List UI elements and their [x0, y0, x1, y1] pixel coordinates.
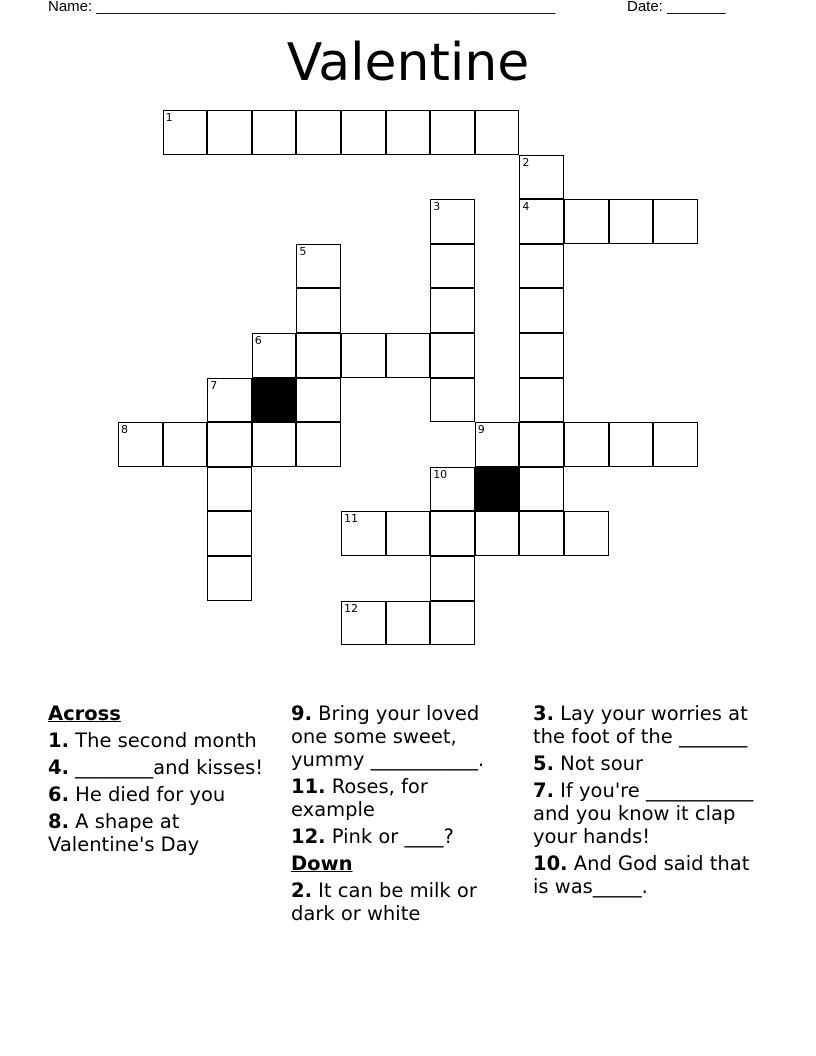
clue-number: 10 — [433, 467, 448, 481]
clue-item-text: Bring your loved one some sweet, yummy ___________. — [291, 702, 485, 771]
grid-cell[interactable] — [341, 110, 386, 155]
clue-item-text: It can be milk or dark or white — [291, 879, 477, 925]
clues-column-1 — [48, 702, 273, 860]
grid-cell[interactable] — [519, 288, 564, 333]
grid-cell[interactable] — [519, 199, 564, 244]
clue-item-text: A shape at Valentine's Day — [48, 810, 200, 856]
grid-cell[interactable] — [519, 511, 564, 556]
clue-item — [533, 752, 758, 775]
clue-item — [533, 852, 758, 898]
grid-cell[interactable] — [386, 511, 431, 556]
clues-column-2 — [291, 702, 516, 929]
clue-item-number: 9. — [291, 702, 312, 725]
grid-cell[interactable] — [519, 467, 564, 512]
grid-cell[interactable] — [519, 155, 564, 200]
grid-cell[interactable] — [207, 110, 252, 155]
clue-item — [291, 879, 516, 925]
grid-cell[interactable] — [609, 422, 654, 467]
grid-cell[interactable] — [475, 110, 520, 155]
grid-cell[interactable] — [430, 199, 475, 244]
grid-cell[interactable] — [653, 422, 698, 467]
grid-cell[interactable] — [207, 556, 252, 601]
grid-cell[interactable] — [296, 422, 341, 467]
grid-cell[interactable] — [296, 378, 341, 423]
grid-cell[interactable] — [519, 244, 564, 289]
clue-item-number: 8. — [48, 810, 69, 833]
clue-item-number: 4. — [48, 756, 69, 779]
grid-block-cell — [252, 378, 297, 423]
clue-item — [291, 825, 516, 848]
grid-cell[interactable] — [430, 378, 475, 423]
grid-cell[interactable] — [430, 110, 475, 155]
clue-number: 9 — [477, 423, 485, 437]
clue-item-text: The second month — [68, 729, 257, 752]
clue-item-number: 1. — [48, 729, 69, 752]
grid-cell[interactable] — [475, 422, 520, 467]
clue-item — [48, 810, 273, 856]
grid-cell[interactable] — [296, 110, 341, 155]
clue-item — [291, 775, 516, 821]
clue-number: 4 — [522, 200, 530, 214]
grid-cell[interactable] — [341, 333, 386, 378]
clue-number: 3 — [433, 200, 441, 214]
clue-item-number: 7. — [533, 779, 554, 802]
clue-item — [533, 779, 758, 848]
clue-item-text: Lay your worries at the foot of the _______ — [533, 702, 748, 748]
grid-cell[interactable] — [430, 601, 475, 646]
grid-cell[interactable] — [386, 333, 431, 378]
clue-item — [48, 729, 273, 752]
clue-item-text: Pink or ____? — [325, 825, 454, 848]
date-field-label: Date: _______ — [627, 0, 726, 15]
clue-item-number: 3. — [533, 702, 554, 725]
name-field-label: Name: _______________________________________________________ — [48, 0, 556, 15]
clue-item — [533, 702, 758, 748]
grid-cell[interactable] — [163, 422, 208, 467]
clue-item-text: And God said that is was_____. — [533, 852, 750, 898]
clue-item-text: ________and kisses! — [68, 756, 264, 779]
clue-number: 7 — [210, 378, 218, 392]
grid-cell[interactable] — [207, 422, 252, 467]
clue-number: 11 — [344, 512, 358, 526]
grid-cell[interactable] — [296, 333, 341, 378]
clue-item-text: Roses, for example — [291, 775, 428, 821]
clue-item-number: 10. — [533, 852, 568, 875]
clue-number: 6 — [254, 334, 262, 347]
grid-cell[interactable] — [296, 244, 341, 289]
grid-cell[interactable] — [163, 110, 208, 155]
grid-cell[interactable] — [430, 467, 475, 512]
clue-item-number: 6. — [48, 783, 69, 806]
clue-number: 12 — [344, 601, 358, 615]
grid-cell[interactable] — [519, 378, 564, 423]
grid-cell[interactable] — [341, 511, 386, 556]
grid-cell[interactable] — [475, 511, 520, 556]
clues-column-3 — [533, 702, 758, 902]
clue-number: 8 — [121, 423, 128, 437]
grid-cell[interactable] — [564, 422, 609, 467]
grid-cell[interactable] — [118, 422, 163, 467]
grid-cell[interactable] — [430, 511, 475, 556]
grid-cell[interactable] — [430, 333, 475, 378]
clue-item-text: Not sour — [553, 752, 644, 775]
grid-cell[interactable] — [609, 199, 654, 244]
clue-number: 1 — [165, 111, 173, 124]
down-heading: Down — [291, 852, 353, 875]
grid-cell[interactable] — [296, 288, 341, 333]
grid-cell[interactable] — [341, 601, 386, 646]
grid-cell[interactable] — [653, 199, 698, 244]
grid-cell[interactable] — [252, 110, 297, 155]
clue-item-number: 2. — [291, 879, 312, 902]
grid-cell[interactable] — [386, 601, 431, 646]
clue-number: 5 — [299, 244, 307, 258]
grid-cell[interactable] — [207, 467, 252, 512]
grid-cell[interactable] — [430, 556, 475, 601]
across-heading: Across — [48, 702, 121, 725]
grid-cell[interactable] — [207, 511, 252, 556]
grid-cell[interactable] — [519, 422, 564, 467]
clue-number: 2 — [522, 155, 530, 169]
grid-cell[interactable] — [386, 110, 431, 155]
grid-cell[interactable] — [564, 511, 609, 556]
grid-cell[interactable] — [430, 288, 475, 333]
grid-cell[interactable] — [252, 333, 297, 378]
grid-cell[interactable] — [252, 422, 297, 467]
grid-cell[interactable] — [564, 199, 609, 244]
clue-item-number: 11. — [291, 775, 326, 798]
clue-item-number: 5. — [533, 752, 554, 775]
grid-cell[interactable] — [207, 378, 252, 423]
puzzle-title: Valentine — [286, 33, 530, 93]
clue-item — [48, 756, 273, 779]
clue-item — [291, 702, 516, 771]
grid-block-cell — [475, 467, 520, 512]
clue-item-text: If you're ___________ and you know it clap your hands! — [533, 779, 754, 848]
clue-item — [48, 783, 273, 806]
grid-cell[interactable] — [430, 244, 475, 289]
clue-item-number: 12. — [291, 825, 326, 848]
grid-cell[interactable] — [519, 333, 564, 378]
clue-item-text: He died for you — [68, 783, 226, 806]
